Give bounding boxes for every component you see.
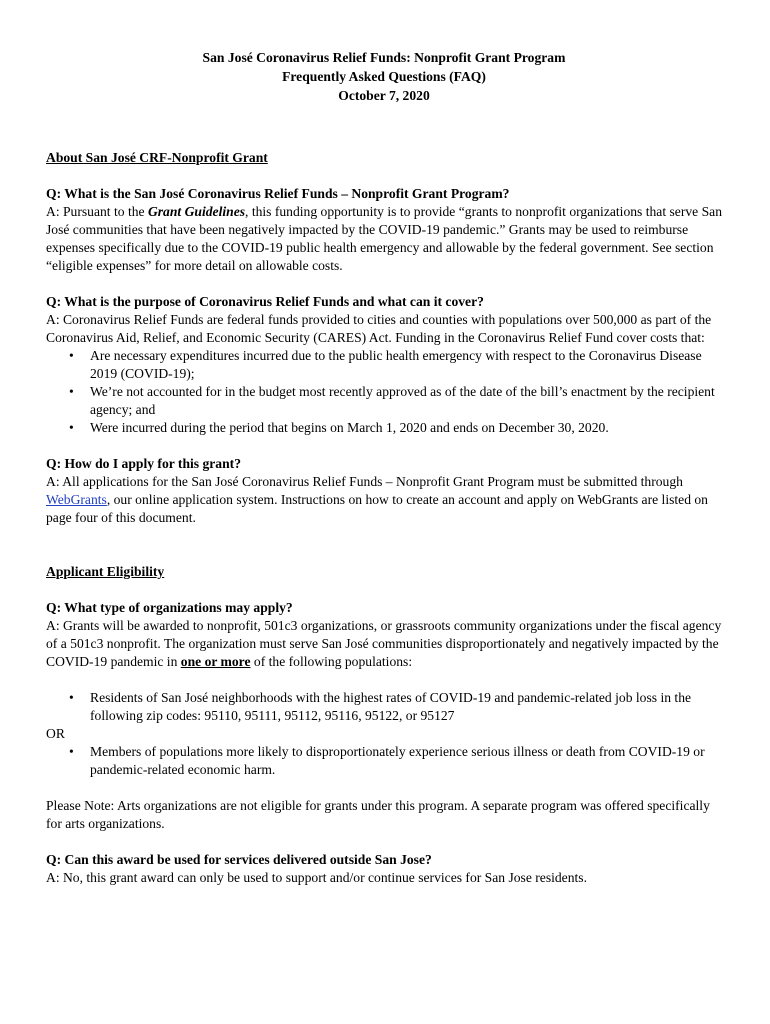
faq-answer: A: No, this grant award can only be used to support and/or continue services for San Jose residents. — [46, 870, 587, 885]
faq-answer — [46, 473, 722, 527]
list-item: • Residents of San José neighborhoods with the highest rates of COVID-19 and pandemic-related job loss in the following zip codes: 95110, 95111, 95112, 95116, 95122, or 95127 — [90, 689, 722, 725]
section-heading-about: About San José CRF-Nonprofit Grant — [46, 150, 268, 165]
grant-guidelines-emphasis: Grant Guidelines — [147, 204, 246, 219]
faq-item-purpose — [46, 293, 722, 437]
faq-question: Q: Can this award be used for services delivered outside San Jose? — [46, 852, 432, 867]
list-item: • Are necessary expenditures incurred due to the public health emergency with respect to the Coronavirus Disease 2019 (COVID-19); — [90, 347, 722, 383]
document-header — [46, 48, 722, 105]
answer-text: of the following populations: — [250, 654, 413, 669]
bullet-list — [46, 743, 722, 779]
faq-question: Q: What type of organizations may apply? — [46, 600, 293, 615]
answer-text: A: Grants will be awarded to nonprofit, 501c3 organizations, or grassroots community organizations under the fiscal agency of a 501c3 nonprofit. The organization must serve San José communities disproportionately and negatively impacted by the COVID-19 pandemic in — [46, 618, 722, 669]
list-item: • We’re not accounted for in the budget most recently approved as of the date of the bill’s enactment by the recipient agency; and — [90, 383, 722, 419]
faq-item-organizations — [46, 599, 722, 833]
document-subtitle: Frequently Asked Questions (FAQ) — [282, 69, 486, 84]
faq-answer — [46, 617, 722, 671]
answer-text: , this funding opportunity is to provide “grants to nonprofit organizations that serve San José communities that have been negatively impacted by the COVID-19 pandemic.” Grants may be used to reimburse expenses specifically due to the COVID-19 public health emergency and allowable by the federal government. See section “eligible expenses” for more detail on allowable costs. — [46, 204, 722, 273]
answer-text: , our online application system. Instructions on how to create an account and apply on WebGrants are listed on page four of this document. — [46, 492, 708, 525]
section-heading-eligibility: Applicant Eligibility — [46, 564, 165, 579]
faq-question: Q: How do I apply for this grant? — [46, 456, 241, 471]
or-text: OR — [46, 726, 65, 741]
bullet-list — [46, 347, 722, 437]
list-item: • Members of populations more likely to disproportionately experience serious illness or death from COVID-19 or pandemic-related economic harm. — [90, 743, 722, 779]
answer-text: A: All applications for the San José Coronavirus Relief Funds – Nonprofit Grant Program must be submitted through — [46, 474, 683, 489]
faq-item-program — [46, 185, 722, 275]
list-item: • Were incurred during the period that begins on March 1, 2020 and ends on December 30, 2020. — [90, 419, 722, 437]
faq-question: Q: What is the San José Coronavirus Relief Funds – Nonprofit Grant Program? — [46, 186, 510, 201]
bullet-list — [46, 689, 722, 725]
faq-answer: A: Coronavirus Relief Funds are federal funds provided to cities and counties with populations over 500,000 as part of the Coronavirus Aid, Relief, and Economic Security (CARES) Act. Funding in the Coronavirus Relief Fund cover costs that: — [46, 312, 712, 345]
faq-item-outside-san-jose — [46, 851, 722, 887]
answer-text: A: Pursuant to the — [46, 204, 148, 219]
document-date: October 7, 2020 — [338, 88, 430, 103]
document-title: San José Coronavirus Relief Funds: Nonprofit Grant Program — [202, 50, 566, 65]
faq-item-apply — [46, 455, 722, 527]
arts-note: Please Note: Arts organizations are not eligible for grants under this program. A separate program was offered specifically for arts organizations. — [46, 798, 710, 831]
faq-answer — [46, 203, 722, 275]
faq-question: Q: What is the purpose of Coronavirus Relief Funds and what can it cover? — [46, 294, 484, 309]
one-or-more-emphasis: one or more — [180, 654, 251, 669]
webgrants-link[interactable]: WebGrants — [46, 492, 107, 507]
